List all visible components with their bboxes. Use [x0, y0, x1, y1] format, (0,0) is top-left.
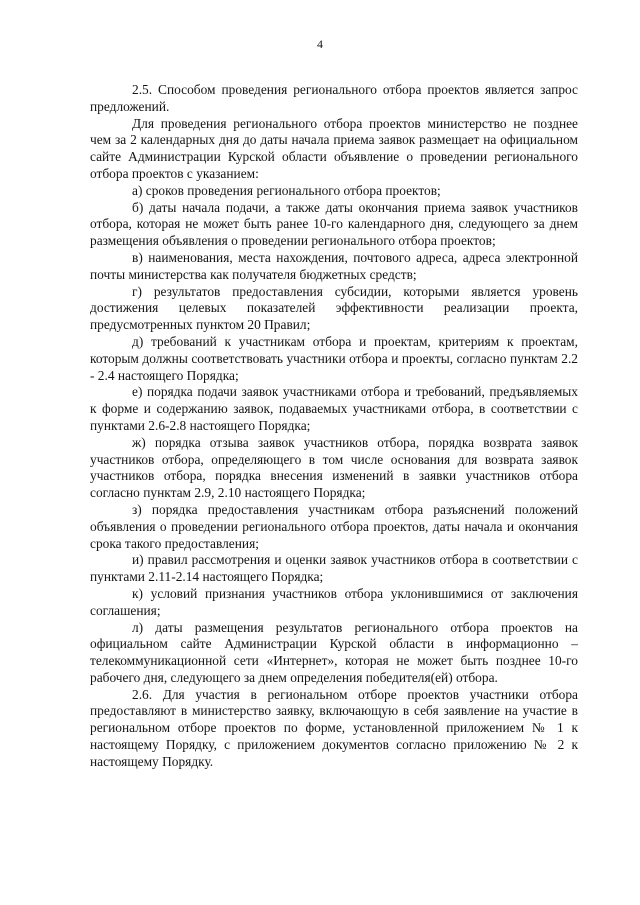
list-item-i: и) правил рассмотрения и оценки заявок участников отбора в соответствии с пунктами 2.11-2.14 настоящего Порядка; — [90, 552, 578, 585]
paragraph-announcement-intro: Для проведения регионального отбора проектов министерство не позднее чем за 2 календарных дня до даты начала приема заявок размещает на официальном сайте Администрации Курской области объявление о проведении регионального отбора проектов с указанием: — [90, 115, 578, 181]
list-item-l: л) даты размещения результатов регионального отбора проектов на официальном сайте Администрации Курской области в информационно – телекоммуникационной сети «Интернет», которая не может быть позднее 10-го рабочего дня, следующего за днем определения победителя(ей) отбора. — [90, 619, 578, 685]
list-item-zh: ж) порядка отзыва заявок участников отбора, порядка возврата заявок участников отбора, определяющего в том числе основания для возврата заявок участников отбора, порядка внесения изменений в заявки участников отбора согласно пунктам 2.9, 2.10 настоящего Порядка; — [90, 434, 578, 501]
list-item-g: г) результатов предоставления субсидии, которыми является уровень достижения целевых показателей эффективности реализации проекта, предусмотренных пунктом 20 Правил; — [90, 283, 578, 333]
list-item-a: а) сроков проведения регионального отбора проектов; — [132, 182, 441, 198]
list-item-k: к) условий признания участников отбора уклонившимися от заключения соглашения; — [90, 585, 578, 618]
paragraph-2-6: 2.6. Для участия в региональном отборе проектов участники отбора предоставляют в министерство заявку, включающую в себя заявление на участие в региональном отборе проектов по форме, установленной приложением № 1 к настоящему Порядку, с приложением документов согласно приложению № 2 к настоящему Порядку. — [90, 686, 578, 769]
document-body — [90, 82, 578, 771]
list-item-b: б) даты начала подачи, а также даты окончания приема заявок участников отбора, которая не может быть ранее 10-го календарного дня, следующего за днем размещения объявления о проведении регионального отбора проектов; — [90, 199, 578, 249]
paragraph-2-5: 2.5. Способом проведения регионального отбора проектов является запрос предложений. — [90, 82, 578, 114]
page-number: 4 — [317, 37, 323, 51]
list-item-e: е) порядка подачи заявок участниками отбора и требований, предъявляемых к форме и содержанию заявок, подаваемых участниками отбора, в соответствии с пунктами 2.6-2.8 настоящего Порядка; — [90, 384, 578, 433]
list-item-v: в) наименования, места нахождения, почтового адреса, адреса электронной почты министерства как получателя бюджетных средств; — [90, 249, 578, 282]
list-item-z: з) порядка предоставления участникам отбора разъяснений положений объявления о проведении регионального отбора проектов, даты начала и окончания срока такого предоставления; — [90, 501, 578, 551]
list-item-d: д) требований к участникам отбора и проектам, критериям к проектам, которым должны соответствовать участники отбора и проекты, согласно пунктам 2.2 - 2.4 настоящего Порядка; — [90, 333, 578, 383]
